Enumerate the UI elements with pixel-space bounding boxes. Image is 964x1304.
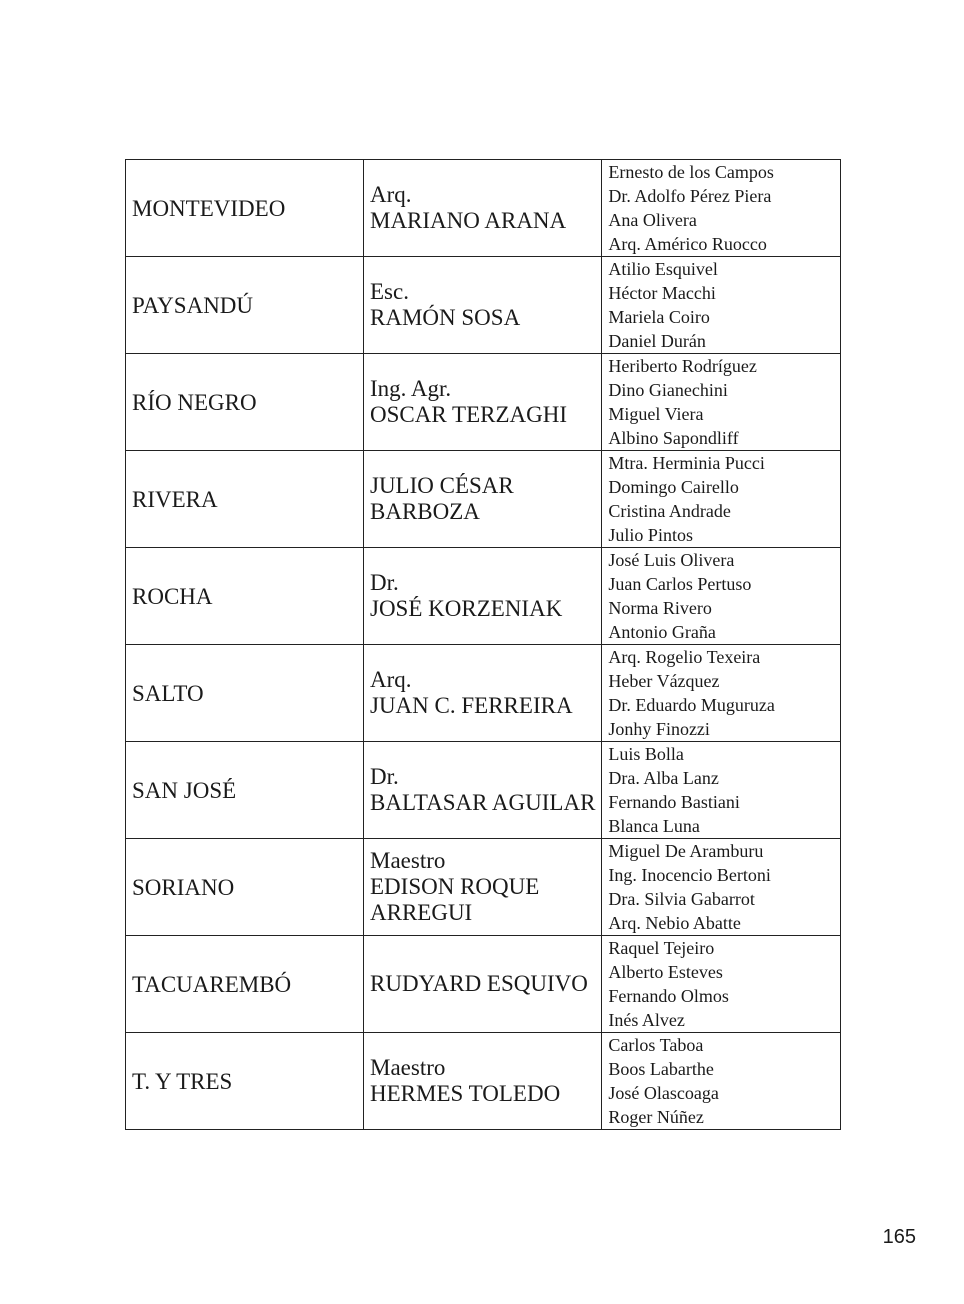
leader-line: Maestro xyxy=(370,1055,446,1080)
member-name: Fernando Olmos xyxy=(608,986,729,1006)
department-roster-table xyxy=(125,159,841,1130)
leader-line: JUAN C. FERREIRA xyxy=(370,693,573,718)
member-name: Dino Gianechini xyxy=(608,380,728,400)
member-name: Domingo Cairello xyxy=(608,477,739,497)
member-name: Arq. Rogelio Texeira xyxy=(608,647,761,667)
leader-line: Esc. xyxy=(370,279,409,304)
members-cell xyxy=(602,839,841,936)
leader-cell xyxy=(364,742,602,839)
leader-line: JULIO CÉSAR xyxy=(370,473,514,498)
members-cell xyxy=(602,645,841,742)
member-name: Ana Olivera xyxy=(608,210,697,230)
member-name: Dr. Eduardo Muguruza xyxy=(608,695,775,715)
member-name: Norma Rivero xyxy=(608,598,712,618)
leader-line: Dr. xyxy=(370,764,399,789)
leader-line: JOSÉ KORZENIAK xyxy=(370,596,563,621)
department-cell: PAYSANDÚ xyxy=(126,257,364,354)
members-cell xyxy=(602,451,841,548)
table-row xyxy=(126,839,841,936)
page-number: 165 xyxy=(882,1226,916,1248)
member-name: Arq. Américo Ruocco xyxy=(608,234,767,254)
table-row xyxy=(126,548,841,645)
table-row xyxy=(126,645,841,742)
table-row xyxy=(126,160,841,257)
members-cell xyxy=(602,548,841,645)
department-cell: SORIANO xyxy=(126,839,364,936)
members-cell xyxy=(602,1033,841,1130)
members-cell xyxy=(602,936,841,1033)
table-row xyxy=(126,451,841,548)
member-name: Inés Alvez xyxy=(608,1010,685,1030)
members-cell xyxy=(602,160,841,257)
member-name: Julio Pintos xyxy=(608,525,693,545)
member-name: Raquel Tejeiro xyxy=(608,938,715,958)
member-name: Albino Sapondliff xyxy=(608,428,739,448)
member-name: Miguel Viera xyxy=(608,404,704,424)
member-name: Boos Labarthe xyxy=(608,1059,714,1079)
member-name: Roger Núñez xyxy=(608,1107,704,1127)
member-name: Blanca Luna xyxy=(608,816,700,836)
member-name: Dra. Alba Lanz xyxy=(608,768,719,788)
members-cell xyxy=(602,742,841,839)
leader-line: Arq. xyxy=(370,182,412,207)
table-row xyxy=(126,742,841,839)
department-cell: RÍO NEGRO xyxy=(126,354,364,451)
member-name: Heber Vázquez xyxy=(608,671,720,691)
member-name: Daniel Durán xyxy=(608,331,706,351)
leader-cell xyxy=(364,645,602,742)
leader-cell xyxy=(364,1033,602,1130)
leader-cell xyxy=(364,548,602,645)
leader-line: MARIANO ARANA xyxy=(370,208,567,233)
member-name: Juan Carlos Pertuso xyxy=(608,574,752,594)
leader-line: Ing. Agr. xyxy=(370,376,452,401)
member-name: Fernando Bastiani xyxy=(608,792,740,812)
table-row xyxy=(126,936,841,1033)
member-name: Dra. Silvia Gabarrot xyxy=(608,889,755,909)
member-name: Dr. Adolfo Pérez Piera xyxy=(608,186,772,206)
department-cell: ROCHA xyxy=(126,548,364,645)
department-cell: RIVERA xyxy=(126,451,364,548)
table-row xyxy=(126,257,841,354)
leader-line: EDISON ROQUE xyxy=(370,874,540,899)
leader-line: RUDYARD ESQUIVO xyxy=(370,971,588,996)
member-name: Carlos Taboa xyxy=(608,1035,704,1055)
member-name: Mariela Coiro xyxy=(608,307,710,327)
department-cell: SALTO xyxy=(126,645,364,742)
member-name: Antonio Graña xyxy=(608,622,716,642)
member-name: José Olascoaga xyxy=(608,1083,719,1103)
member-name: Heriberto Rodríguez xyxy=(608,356,757,376)
member-name: Alberto Esteves xyxy=(608,962,723,982)
members-cell xyxy=(602,257,841,354)
department-cell: T. Y TRES xyxy=(126,1033,364,1130)
member-name: Cristina Andrade xyxy=(608,501,731,521)
member-name: Miguel De Aramburu xyxy=(608,841,764,861)
leader-line: Maestro xyxy=(370,848,446,873)
leader-cell xyxy=(364,257,602,354)
leader-line: HERMES TOLEDO xyxy=(370,1081,561,1106)
leader-cell xyxy=(364,451,602,548)
member-name: Héctor Macchi xyxy=(608,283,716,303)
leader-line: Arq. xyxy=(370,667,412,692)
department-cell: TACUAREMBÓ xyxy=(126,936,364,1033)
roster-body xyxy=(126,160,841,1130)
leader-line: BALTASAR AGUILAR xyxy=(370,790,596,815)
department-cell: SAN JOSÉ xyxy=(126,742,364,839)
leader-line: RAMÓN SOSA xyxy=(370,305,521,330)
leader-line: Dr. xyxy=(370,570,399,595)
leader-cell xyxy=(364,160,602,257)
leader-line: ARREGUI xyxy=(370,900,473,925)
member-name: Ing. Inocencio Bertoni xyxy=(608,865,771,885)
leader-cell xyxy=(364,839,602,936)
leader-cell xyxy=(364,936,602,1033)
member-name: Arq. Nebio Abatte xyxy=(608,913,741,933)
member-name: Ernesto de los Campos xyxy=(608,162,774,182)
department-cell: MONTEVIDEO xyxy=(126,160,364,257)
members-cell xyxy=(602,354,841,451)
table-row xyxy=(126,354,841,451)
leader-line: OSCAR TERZAGHI xyxy=(370,402,568,427)
member-name: José Luis Olivera xyxy=(608,550,735,570)
member-name: Jonhy Finozzi xyxy=(608,719,710,739)
member-name: Atilio Esquivel xyxy=(608,259,718,279)
leader-line: BARBOZA xyxy=(370,499,480,524)
member-name: Mtra. Herminia Pucci xyxy=(608,453,765,473)
member-name: Luis Bolla xyxy=(608,744,684,764)
leader-cell xyxy=(364,354,602,451)
table-row xyxy=(126,1033,841,1130)
